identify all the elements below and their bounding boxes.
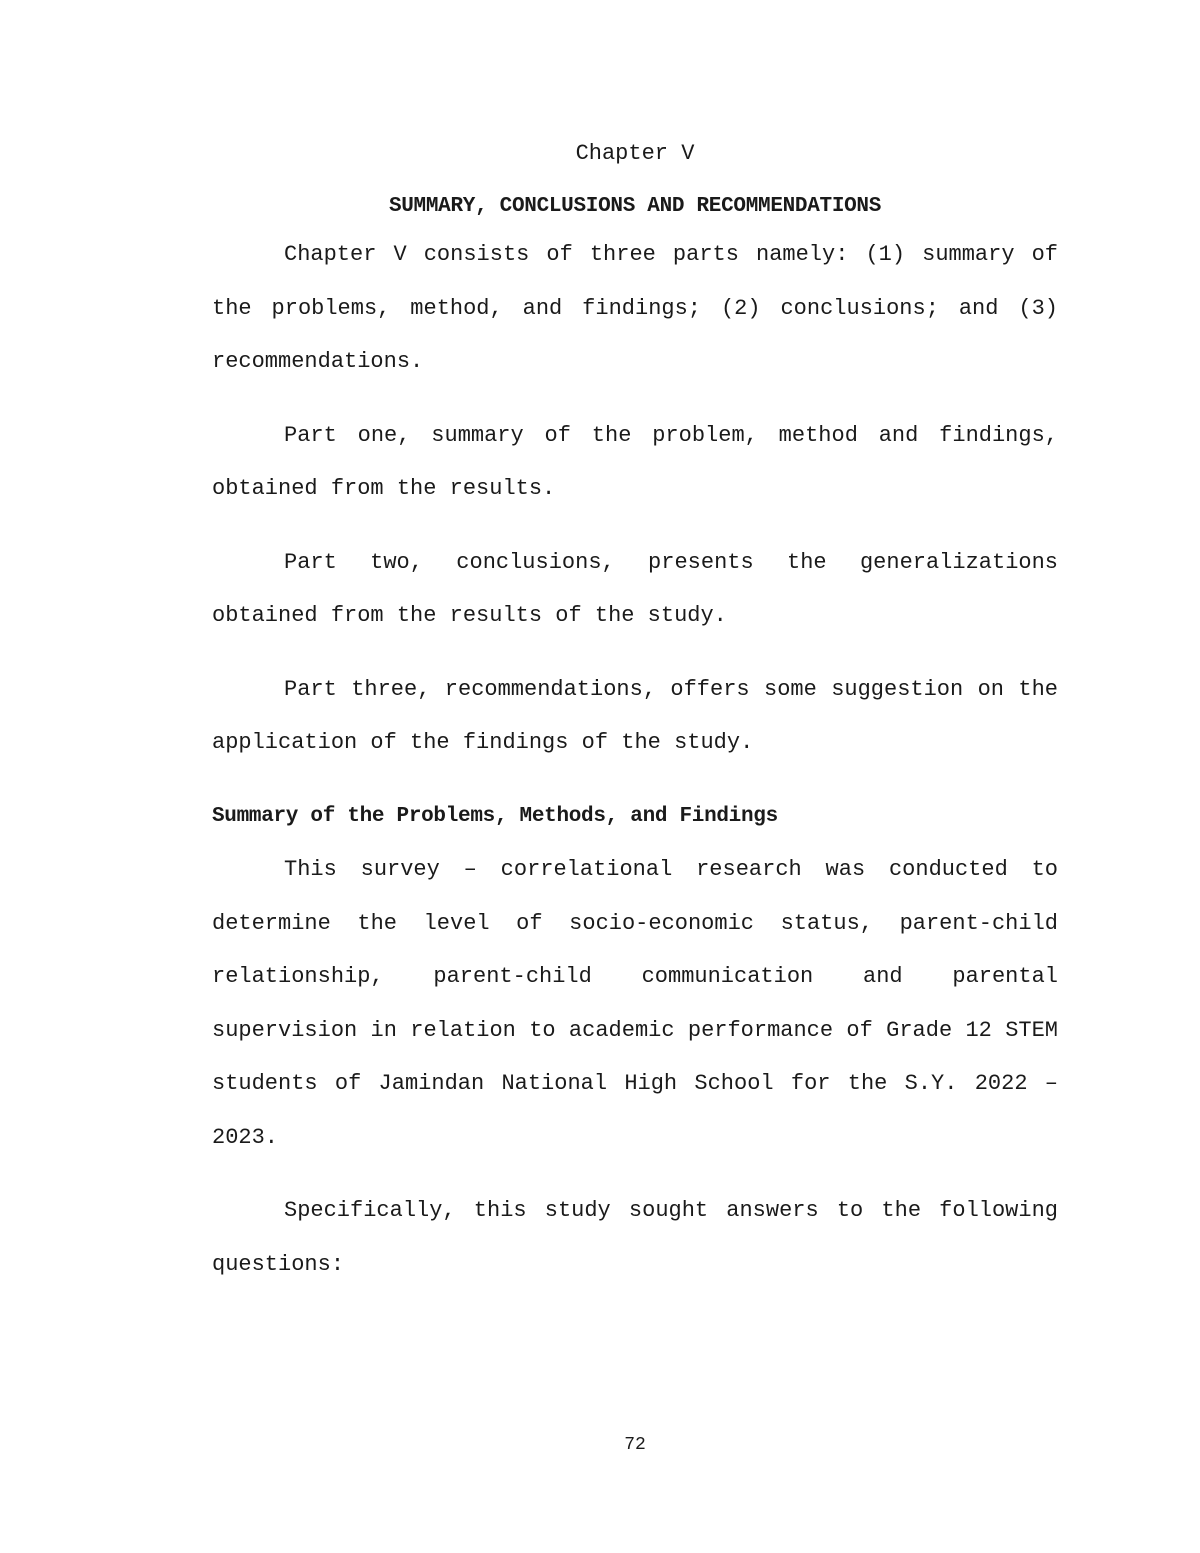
intro-paragraph-4-text: Part three, recommendations, offers some suggestion on the application of the findings of the study. [212,676,1058,755]
summary-paragraph-2 [212,1184,1058,1291]
intro-paragraph-2 [212,409,1058,516]
summary-paragraph-1 [212,843,1058,1164]
intro-paragraph-1-text: Chapter V consists of three parts namely: (1) summary of the problems, method, and findings; (2) conclusions; and (3) recommendations. [212,242,1058,374]
summary-paragraph-1-text: This survey – correlational research was conducted to determine the level of socio-economic status, parent-child relationship, parent-child communication and parental supervision in relation to academic performance of Grade 12 STEM students of Jamindan National High School for the S.Y. 2022 – 2023. [212,857,1058,1150]
section-heading: Summary of the Problems, Methods, and Findings [212,804,778,828]
intro-paragraph-1 [212,228,1058,389]
page-number: 72 [624,1435,646,1455]
chapter-title: SUMMARY, CONCLUSIONS AND RECOMMENDATIONS [388,195,882,218]
chapter-label: Chapter V [575,141,695,166]
intro-paragraph-3-text: Part two, conclusions, presents the generalizations obtained from the results of the study. [212,549,1058,628]
intro-paragraph-3 [212,536,1058,643]
summary-paragraph-2-text: Specifically, this study sought answers to the following questions: [212,1198,1058,1277]
page-content [212,138,1058,1291]
intro-paragraph-4 [212,663,1058,770]
intro-paragraph-2-text: Part one, summary of the problem, method and findings, obtained from the results. [212,422,1058,501]
